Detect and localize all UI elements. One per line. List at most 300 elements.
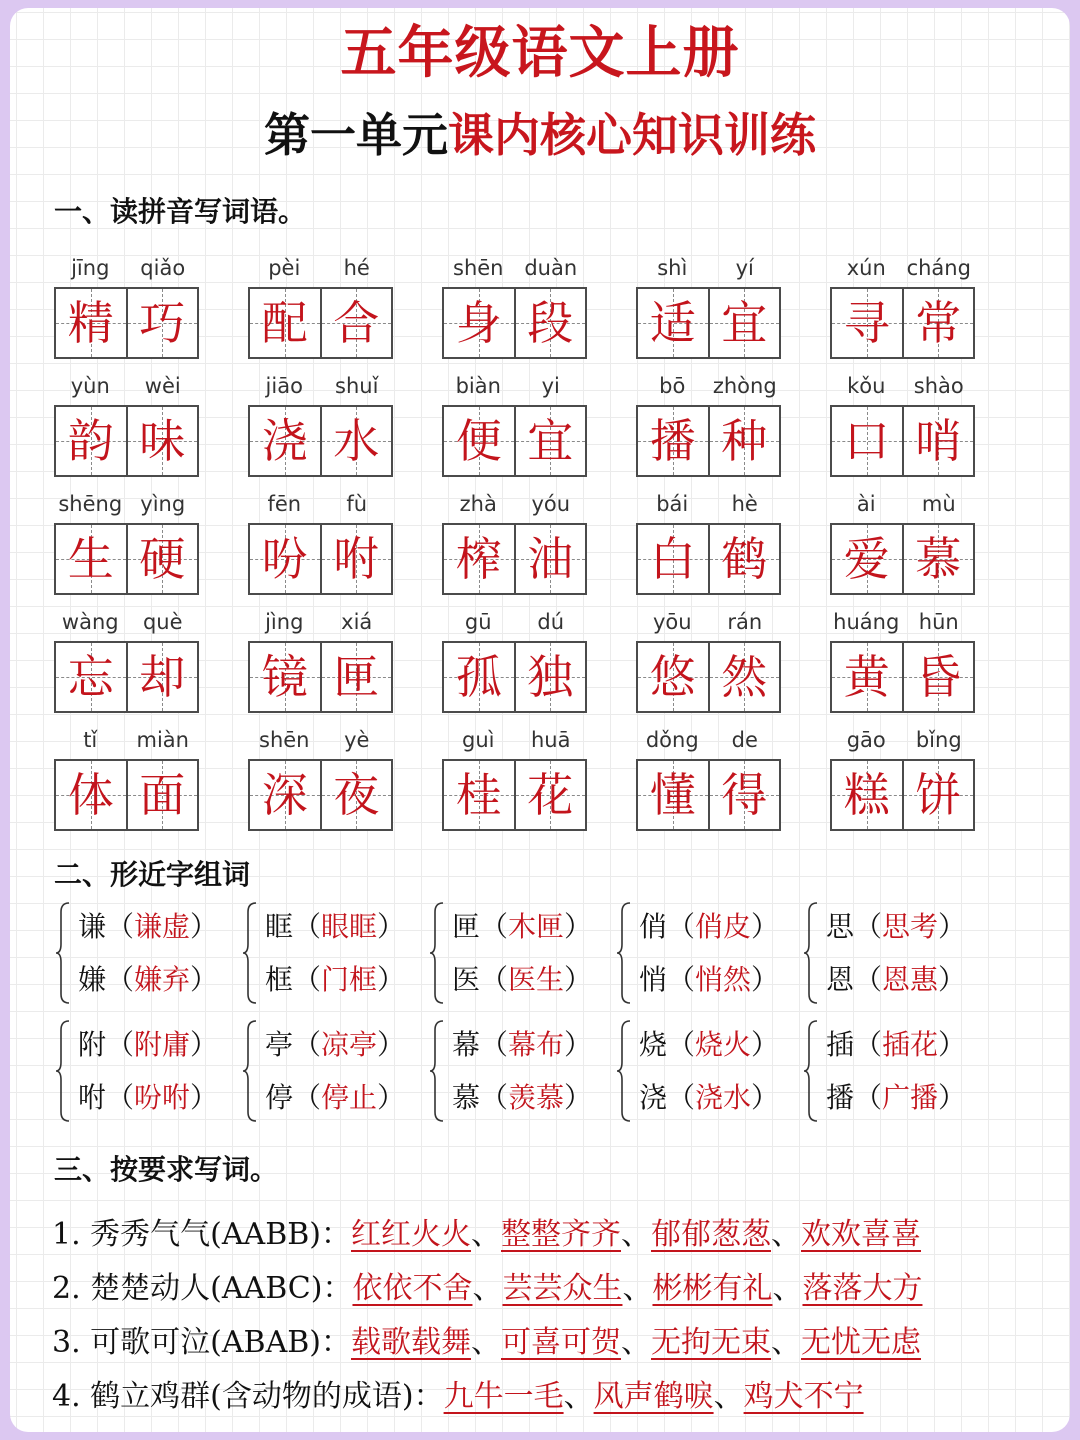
word-cell: [830, 367, 975, 477]
tianzige-box: [710, 761, 780, 829]
tianzige-box: [904, 525, 974, 593]
hanzi-char: 精: [67, 296, 114, 350]
left-brace-icon: [803, 1020, 819, 1122]
tianzige-pair: [54, 641, 199, 713]
hanzi-char: 咐: [333, 532, 380, 586]
pinyin-text: biàn: [455, 374, 501, 398]
tianzige-box: [128, 407, 198, 475]
similar-char-group: [429, 1018, 616, 1124]
tianzige-box: [56, 289, 128, 357]
paren-open: （: [480, 910, 509, 943]
pinyin-row: [830, 367, 975, 405]
paren-close: ）: [564, 1081, 593, 1114]
word-cell: [636, 249, 781, 359]
tianzige-box: [710, 289, 780, 357]
separator: 、: [472, 1271, 503, 1306]
paren-open: （: [293, 1081, 322, 1114]
pinyin-text: gāo: [846, 728, 886, 752]
hanzi-char: 味: [139, 414, 186, 468]
answer-idiom: 整整齐齐: [501, 1217, 621, 1252]
tianzige-box: [516, 643, 586, 711]
pinyin-row: [830, 249, 975, 287]
paren-close: ）: [377, 1028, 406, 1061]
word-cell: [442, 485, 587, 595]
hanzi-char: 榨: [455, 532, 502, 586]
answer-idiom: 郁郁葱葱: [651, 1217, 771, 1252]
pinyin-text: dú: [537, 610, 565, 634]
base-char: 停: [265, 1081, 294, 1114]
word-cell: [442, 249, 587, 359]
phrase-line: [52, 1370, 1052, 1424]
brace-stroke: [804, 1021, 817, 1121]
pinyin-text: shēng: [58, 492, 123, 516]
base-char: 附: [78, 1028, 107, 1061]
left-brace-icon: [55, 1020, 71, 1122]
paren-open: （: [667, 1028, 696, 1061]
hanzi-char: 油: [527, 532, 574, 586]
similar-char-line: [826, 1071, 966, 1124]
left-brace-icon: [803, 902, 819, 1004]
pinyin-row: [54, 485, 199, 523]
left-brace-icon: [616, 902, 632, 1004]
tianzige-box: [904, 407, 974, 475]
phrase-label: 3. 可歌可泣(ABAB)：: [52, 1325, 351, 1360]
compound-word: 广播: [882, 1081, 939, 1114]
tianzige-box: [250, 761, 322, 829]
word-cell: [830, 721, 975, 831]
tianzige-box: [710, 407, 780, 475]
separator: 、: [772, 1271, 803, 1306]
base-char: 恩: [826, 963, 855, 996]
phrase-line: [52, 1316, 1052, 1370]
answer-idiom: 无拘无束: [651, 1325, 771, 1360]
hanzi-char: 夜: [333, 768, 380, 822]
pinyin-row: [636, 721, 781, 759]
group-lines: [639, 900, 779, 1006]
tianzige-pair: [248, 287, 393, 359]
tianzige-box: [322, 525, 392, 593]
tianzige-pair: [248, 523, 393, 595]
hanzi-char: 常: [915, 296, 962, 350]
pinyin-text: mù: [921, 492, 956, 516]
pinyin-text: tǐ: [83, 728, 98, 752]
paren-close: ）: [377, 910, 406, 943]
answer-idiom: 可喜可贺: [501, 1325, 621, 1360]
pinyin-text: kǒu: [847, 374, 886, 398]
tianzige-box: [710, 525, 780, 593]
separator: 、: [622, 1271, 653, 1306]
similar-char-group: [55, 900, 242, 1006]
tianzige-box: [832, 407, 904, 475]
paren-open: （: [293, 910, 322, 943]
pinyin-row: [636, 367, 781, 405]
tianzige-box: [322, 761, 392, 829]
word-cell: [636, 721, 781, 831]
left-brace-icon: [616, 1020, 632, 1122]
hanzi-char: 然: [721, 650, 768, 704]
pinyin-text: zhòng: [712, 374, 777, 398]
paren-close: ）: [938, 910, 967, 943]
tianzige-box: [638, 761, 710, 829]
hanzi-char: 巧: [139, 296, 186, 350]
word-cell: [442, 367, 587, 477]
paren-close: ）: [190, 963, 219, 996]
word-cell: [54, 367, 199, 477]
tianzige-pair: [442, 405, 587, 477]
pinyin-text: xún: [846, 256, 886, 280]
tianzige-box: [322, 289, 392, 357]
answer-idiom: 红红火火: [351, 1217, 471, 1252]
hanzi-char: 配: [261, 296, 308, 350]
pinyin-text: shì: [657, 256, 688, 280]
base-char: 浇: [639, 1081, 668, 1114]
similar-char-line: [265, 1071, 405, 1124]
pinyin-text: yóu: [531, 492, 571, 516]
tianzige-box: [444, 407, 516, 475]
paren-open: （: [854, 1081, 883, 1114]
similar-char-line: [78, 1018, 218, 1071]
paren-open: （: [667, 963, 696, 996]
hanzi-char: 口: [843, 414, 890, 468]
tianzige-box: [444, 289, 516, 357]
tianzige-box: [904, 643, 974, 711]
paren-open: （: [480, 963, 509, 996]
hanzi-char: 合: [333, 296, 380, 350]
group-lines: [78, 900, 218, 1006]
compound-word: 附庸: [134, 1028, 191, 1061]
hanzi-char: 得: [721, 768, 768, 822]
word-cell: [830, 485, 975, 595]
compound-word: 凉亭: [321, 1028, 378, 1061]
word-grid: [54, 249, 975, 831]
pinyin-text: fù: [346, 492, 368, 516]
hanzi-char: 面: [139, 768, 186, 822]
paren-close: ）: [190, 1028, 219, 1061]
hanzi-char: 吩: [261, 532, 308, 586]
word-cell: [442, 721, 587, 831]
tianzige-pair: [248, 405, 393, 477]
base-char: 幕: [452, 1028, 481, 1061]
tianzige-box: [638, 643, 710, 711]
answer-idiom: 载歌载舞: [351, 1325, 471, 1360]
similar-char-group: [55, 1018, 242, 1124]
base-char: 思: [826, 910, 855, 943]
compound-word: 木匣: [508, 910, 565, 943]
hanzi-char: 体: [67, 768, 114, 822]
pinyin-row: [442, 249, 587, 287]
pinyin-row: [442, 721, 587, 759]
similar-char-line: [639, 1071, 779, 1124]
subtitle-topic: 课内核心知识训练: [448, 108, 816, 162]
tianzige-box: [832, 643, 904, 711]
separator: 、: [621, 1325, 651, 1360]
phrase-label: 2. 楚楚动人(AABC)：: [52, 1271, 353, 1306]
tianzige-box: [638, 525, 710, 593]
group-lines: [78, 1018, 218, 1124]
hanzi-char: 身: [455, 296, 502, 350]
compound-word: 眼眶: [321, 910, 378, 943]
tianzige-box: [322, 643, 392, 711]
compound-word: 思考: [882, 910, 939, 943]
word-cell: [248, 603, 393, 713]
pinyin-row: [830, 485, 975, 523]
similar-char-group: [616, 900, 803, 1006]
hanzi-char: 匣: [333, 650, 380, 704]
similar-char-line: [265, 900, 405, 953]
tianzige-box: [128, 761, 198, 829]
similar-char-group: [616, 1018, 803, 1124]
similar-char-row: [55, 1018, 990, 1124]
tianzige-box: [444, 643, 516, 711]
tianzige-box: [832, 525, 904, 593]
answer-idiom: 鸡犬不宁: [743, 1379, 864, 1414]
pinyin-text: de: [731, 728, 758, 752]
compound-word: 羡慕: [508, 1081, 565, 1114]
compound-word: 烧火: [695, 1028, 752, 1061]
pinyin-text: yìng: [140, 492, 186, 516]
answer-idiom: 九牛一毛: [443, 1379, 564, 1414]
hanzi-char: 段: [527, 296, 574, 350]
left-brace-icon: [55, 902, 71, 1004]
hanzi-char: 生: [67, 532, 114, 586]
hanzi-char: 懂: [649, 768, 696, 822]
word-cell: [442, 603, 587, 713]
hanzi-char: 浇: [261, 414, 308, 468]
word-cell: [54, 485, 199, 595]
hanzi-char: 独: [527, 650, 574, 704]
hanzi-char: 却: [139, 650, 186, 704]
hanzi-char: 饼: [915, 768, 962, 822]
similar-char-group: [429, 900, 616, 1006]
paren-close: ）: [751, 910, 780, 943]
tianzige-pair: [54, 523, 199, 595]
hanzi-char: 昏: [915, 650, 962, 704]
tianzige-pair: [636, 641, 781, 713]
brace-stroke: [617, 903, 630, 1003]
word-cell: [830, 603, 975, 713]
word-cell: [54, 603, 199, 713]
paren-open: （: [293, 1028, 322, 1061]
section-heading-pinyin: 一、读拼音写词语。: [54, 195, 307, 228]
tianzige-box: [638, 407, 710, 475]
brace-stroke: [804, 903, 817, 1003]
base-char: 播: [826, 1081, 855, 1114]
paren-close: ）: [564, 963, 593, 996]
hanzi-char: 忘: [67, 650, 114, 704]
pinyin-text: jìng: [265, 610, 304, 634]
similar-char-line: [452, 953, 592, 1006]
left-brace-icon: [429, 902, 445, 1004]
pinyin-text: yè: [344, 728, 370, 752]
answer-idiom: 落落大方: [802, 1271, 923, 1306]
similar-char-line: [826, 1018, 966, 1071]
group-lines: [452, 1018, 592, 1124]
hanzi-char: 哨: [915, 414, 962, 468]
pinyin-row: [248, 249, 393, 287]
answer-idiom: 芸芸众生: [502, 1271, 623, 1306]
tianzige-box: [516, 761, 586, 829]
hanzi-char: 孤: [455, 650, 502, 704]
compound-word: 幕布: [508, 1028, 565, 1061]
pinyin-text: miàn: [136, 728, 189, 752]
pinyin-text: wèi: [144, 374, 181, 398]
pinyin-text: gū: [464, 610, 492, 634]
tianzige-pair: [830, 405, 975, 477]
similar-char-group: [803, 1018, 990, 1124]
pinyin-text: hé: [343, 256, 370, 280]
subtitle-unit: 第一单元: [264, 108, 448, 162]
word-cell: [248, 249, 393, 359]
pinyin-row: [442, 603, 587, 641]
phrase-line: [52, 1262, 1052, 1316]
tianzige-box: [638, 289, 710, 357]
paren-close: ）: [751, 1028, 780, 1061]
pinyin-text: shēn: [259, 728, 310, 752]
paren-open: （: [667, 1081, 696, 1114]
paren-open: （: [480, 1081, 509, 1114]
pinyin-text: zhà: [459, 492, 497, 516]
paren-open: （: [854, 910, 883, 943]
hanzi-char: 桂: [455, 768, 502, 822]
similar-char-line: [639, 1018, 779, 1071]
similar-char-line: [452, 1071, 592, 1124]
tianzige-pair: [442, 287, 587, 359]
pinyin-row: [248, 721, 393, 759]
hanzi-char: 寻: [843, 296, 890, 350]
compound-word: 恩惠: [882, 963, 939, 996]
pinyin-text: huáng: [833, 610, 900, 634]
answer-idiom: 依依不舍: [352, 1271, 473, 1306]
tianzige-pair: [636, 523, 781, 595]
pinyin-text: duàn: [524, 256, 578, 280]
pinyin-row: [636, 603, 781, 641]
pinyin-row: [54, 721, 199, 759]
paren-close: ）: [938, 1081, 967, 1114]
hanzi-char: 镜: [261, 650, 308, 704]
word-cell: [54, 249, 199, 359]
paren-open: （: [106, 1028, 135, 1061]
compound-word: 浇水: [695, 1081, 752, 1114]
tianzige-box: [128, 289, 198, 357]
pinyin-row: [248, 485, 393, 523]
tianzige-box: [904, 761, 974, 829]
hanzi-char: 白: [649, 532, 696, 586]
tianzige-pair: [54, 287, 199, 359]
hanzi-char: 花: [527, 768, 574, 822]
hanzi-char: 播: [649, 414, 696, 468]
pinyin-row: [248, 367, 393, 405]
tianzige-box: [444, 525, 516, 593]
similar-char-line: [826, 953, 966, 1006]
group-lines: [826, 1018, 966, 1124]
tianzige-pair: [636, 759, 781, 831]
phrase-line: [52, 1208, 1052, 1262]
similar-char-group: [803, 900, 990, 1006]
pinyin-row: [442, 485, 587, 523]
tianzige-box: [516, 289, 586, 357]
paren-close: ）: [564, 910, 593, 943]
paren-close: ）: [938, 1028, 967, 1061]
base-char: 咐: [78, 1081, 107, 1114]
brace-stroke: [430, 1021, 443, 1121]
tianzige-box: [832, 289, 904, 357]
pinyin-row: [442, 367, 587, 405]
hanzi-char: 黄: [843, 650, 890, 704]
base-char: 匣: [452, 910, 481, 943]
hanzi-char: 便: [455, 414, 502, 468]
hanzi-char: 鹤: [721, 532, 768, 586]
pinyin-text: fēn: [267, 492, 302, 516]
hanzi-char: 宜: [721, 296, 768, 350]
brace-stroke: [56, 1021, 69, 1121]
separator: 、: [713, 1379, 744, 1414]
tianzige-box: [250, 643, 322, 711]
separator: 、: [563, 1379, 594, 1414]
hanzi-char: 种: [721, 414, 768, 468]
pinyin-text: xiá: [341, 610, 373, 634]
pinyin-row: [830, 721, 975, 759]
separator: 、: [621, 1217, 651, 1252]
word-cell: [54, 721, 199, 831]
paren-open: （: [106, 910, 135, 943]
hanzi-char: 水: [333, 414, 380, 468]
base-char: 慕: [452, 1081, 481, 1114]
paren-close: ）: [564, 1028, 593, 1061]
page-subtitle: [0, 108, 1080, 162]
compound-word: 悄然: [695, 963, 752, 996]
tianzige-box: [250, 289, 322, 357]
pinyin-text: yōu: [652, 610, 692, 634]
tianzige-box: [56, 525, 128, 593]
similar-char-line: [265, 1018, 405, 1071]
pinyin-row: [54, 603, 199, 641]
tianzige-pair: [636, 287, 781, 359]
similar-char-line: [639, 953, 779, 1006]
group-lines: [452, 900, 592, 1006]
brace-stroke: [56, 903, 69, 1003]
paren-close: ）: [190, 910, 219, 943]
tianzige-pair: [830, 523, 975, 595]
pinyin-row: [636, 485, 781, 523]
brace-stroke: [243, 903, 256, 1003]
group-lines: [265, 900, 405, 1006]
base-char: 框: [265, 963, 294, 996]
phrase-list: [52, 1208, 1052, 1424]
compound-word: 插花: [882, 1028, 939, 1061]
separator: 、: [471, 1325, 501, 1360]
tianzige-pair: [442, 523, 587, 595]
paren-close: ）: [377, 963, 406, 996]
pinyin-text: dǒng: [645, 728, 699, 752]
tianzige-box: [128, 643, 198, 711]
separator: 、: [471, 1217, 501, 1252]
separator: 、: [771, 1217, 801, 1252]
tianzige-box: [710, 643, 780, 711]
hanzi-char: 适: [649, 296, 696, 350]
tianzige-pair: [830, 759, 975, 831]
phrase-label: 4. 鹤立鸡群(含动物的成语)：: [52, 1379, 444, 1414]
brace-stroke: [243, 1021, 256, 1121]
base-char: 亭: [265, 1028, 294, 1061]
word-cell: [636, 603, 781, 713]
section-heading-idioms: 三、按要求写词。: [54, 1153, 279, 1186]
compound-word: 谦虚: [134, 910, 191, 943]
paren-open: （: [854, 963, 883, 996]
tianzige-box: [832, 761, 904, 829]
similar-char-line: [639, 900, 779, 953]
brace-stroke: [617, 1021, 630, 1121]
word-cell: [248, 721, 393, 831]
